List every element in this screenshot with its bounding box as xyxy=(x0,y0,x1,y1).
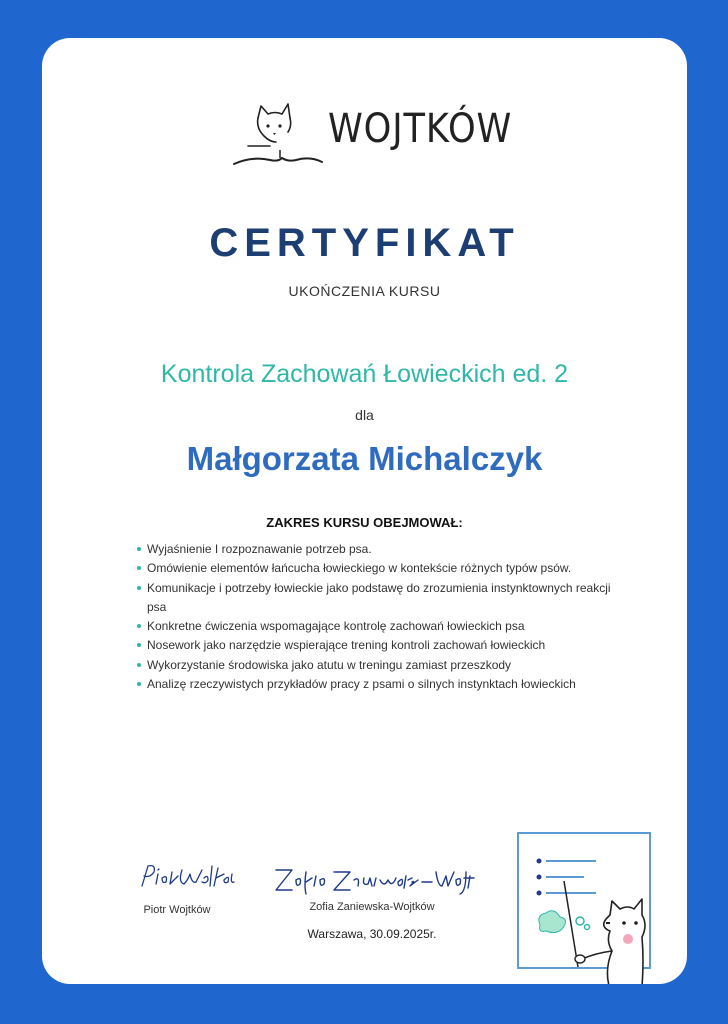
place-date: Warszawa, 30.09.2025r. xyxy=(307,927,437,941)
certificate-card xyxy=(42,38,687,984)
signer-name-piotr: Piotr Wojtków xyxy=(143,904,211,916)
signature-piotr xyxy=(138,860,238,894)
scope-item: Omówienie elementów łańcucha łowieckiego w kontekście różnych typów psów. xyxy=(136,559,616,578)
recipient-name: Małgorzata Michalczyk xyxy=(186,440,543,477)
for-label: dla xyxy=(355,407,374,423)
scope-item: Wykorzystanie środowiska jako atutu w treningu zamiast przeszkody xyxy=(136,656,616,675)
signer-name-zofia: Zofia Zaniewska-Wojtków xyxy=(309,901,435,913)
brand-name: WOJTKÓW xyxy=(328,106,513,152)
scope-item: Komunikacje i potrzeby łowieckie jako podstawę do zrozumienia instynktownych reakcji psa xyxy=(136,579,616,618)
certificate-title: CERTYFIKAT xyxy=(209,221,520,265)
scope-heading: ZAKRES KURSU OBEJMOWAŁ: xyxy=(266,515,463,530)
signature-zofia xyxy=(270,862,480,898)
scope-item: Nosework jako narzędzie wspierające trening kontroli zachowań łowieckich xyxy=(136,636,616,655)
scope-list xyxy=(136,540,616,694)
dog-with-whiteboard-illustration xyxy=(516,831,666,984)
scope-item: Analizę rzeczywistych przykładów pracy z psami o silnych instynktach łowieckich xyxy=(136,675,616,694)
course-name: Kontrola Zachowań Łowieckich ed. 2 xyxy=(160,360,569,388)
certificate-subtitle: UKOŃCZENIA KURSU xyxy=(288,283,441,299)
brand-logo xyxy=(230,96,513,168)
cat-on-book-icon xyxy=(230,96,325,168)
scope-item: Konkretne ćwiczenia wspomagające kontrolę zachowań łowieckich psa xyxy=(136,617,616,636)
scope-item: Wyjaśnienie I rozpoznawanie potrzeb psa. xyxy=(136,540,616,559)
